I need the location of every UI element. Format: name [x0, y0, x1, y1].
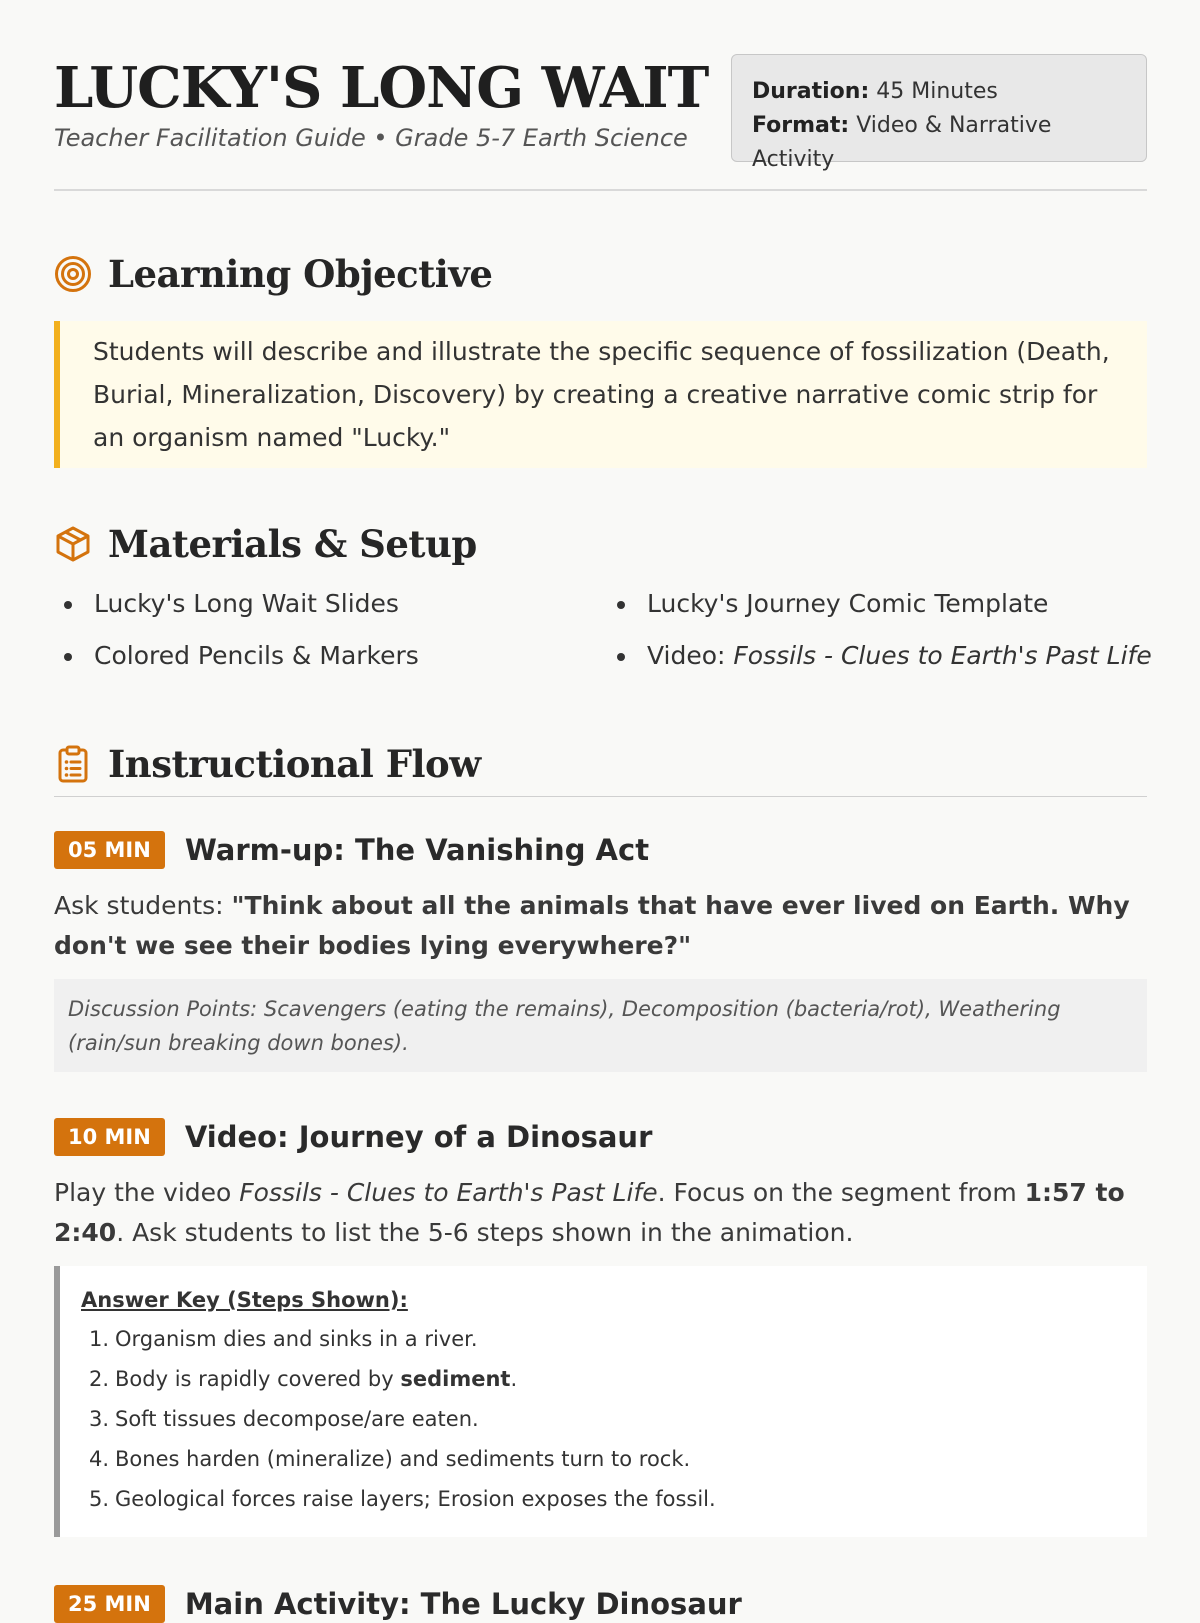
step-text: Soft tissues decompose/are eaten. — [115, 1407, 479, 1431]
step-text: . — [510, 1367, 518, 1391]
document-header — [54, 0, 1147, 191]
step-text: Geological forces raise layers; Erosion exposes the fossil. — [115, 1487, 716, 1511]
list-item — [607, 638, 1152, 674]
list-item: Lucky's Long Wait Slides — [54, 586, 607, 622]
format-label: Format: — [752, 113, 850, 138]
step-number: 3. — [89, 1407, 110, 1431]
answer-key-title: Answer Key (Steps Shown): — [81, 1288, 408, 1312]
warmup-prompt — [54, 886, 1147, 966]
warmup-title: Warm-up: The Vanishing Act — [184, 833, 650, 867]
warmup-duration-badge: 05 MIN — [54, 831, 165, 869]
duration-value: 45 Minutes — [876, 79, 998, 104]
video-instructions — [54, 1173, 1147, 1253]
main-activity-duration-badge: 25 MIN — [54, 1585, 165, 1623]
step-text: Body is rapidly covered by — [115, 1367, 401, 1391]
materials-list — [54, 586, 1152, 674]
target-icon — [54, 255, 92, 293]
step-keyword: sediment — [400, 1367, 511, 1391]
learning-objective-callout: Students will describe and illustrate the specific sequence of fossilization (Death, Burial, Mineralization, Discovery) by creating a creative narrative comic strip for an organism named "Lucky." — [54, 321, 1147, 468]
video-text-part: Play the video — [54, 1178, 240, 1207]
warmup-prompt-lead: Ask students: — [54, 891, 232, 920]
step-number: 2. — [89, 1367, 110, 1391]
list-item — [81, 1479, 1127, 1519]
document-subtitle: Teacher Facilitation Guide • Grade 5-7 Earth Science — [54, 124, 688, 152]
main-activity-step-header — [54, 1585, 742, 1623]
lesson-meta-box — [731, 54, 1147, 172]
warmup-prompt-quote: "Think about all the animals that have ever lived on Earth. Why don't we see their bodies lying everywhere?" — [54, 891, 1130, 960]
materials-heading-text: Materials & Setup — [108, 522, 477, 566]
warmup-step-header — [54, 831, 649, 869]
objective-heading — [54, 250, 492, 298]
main-activity-title: Main Activity: The Lucky Dinosaur — [184, 1587, 742, 1621]
flow-heading-text: Instructional Flow — [108, 742, 481, 786]
clipboard-icon — [54, 745, 92, 783]
flow-divider — [54, 796, 1147, 797]
page — [54, 0, 1152, 1621]
objective-heading-text: Learning Objective — [108, 252, 493, 296]
step-text: Bones harden (mineralize) and sediments turn to rock. — [115, 1447, 691, 1471]
step-number: 1. — [89, 1327, 110, 1351]
flow-heading — [54, 740, 481, 788]
list-item — [81, 1439, 1127, 1479]
video-title-inline: Fossils - Clues to Earth's Past Life — [239, 1178, 658, 1207]
answer-key-box — [54, 1266, 1147, 1537]
answer-key-steps — [81, 1319, 1127, 1519]
list-item — [81, 1399, 1127, 1439]
format-row — [752, 109, 1126, 177]
video-segment: 1:57 to 2:40 — [54, 1178, 1125, 1247]
video-step-title: Video: Journey of a Dinosaur — [184, 1120, 653, 1154]
materials-heading — [54, 520, 477, 568]
list-item: Lucky's Journey Comic Template — [607, 586, 1147, 622]
list-item — [81, 1359, 1127, 1399]
step-number: 5. — [89, 1487, 110, 1511]
format-value: Video & Narrative Activity — [752, 113, 1052, 172]
document-title: LUCKY'S LONG WAIT — [54, 55, 709, 121]
video-text-part: . Focus on the segment from — [657, 1178, 1025, 1207]
box-icon — [54, 525, 92, 563]
video-step-header — [54, 1118, 652, 1156]
duration-row — [752, 75, 1126, 109]
video-text-part: . Ask students to list the 5-6 steps shown in the animation. — [116, 1218, 854, 1247]
video-label: Video: — [647, 641, 734, 670]
duration-label: Duration: — [752, 79, 870, 104]
list-item: Colored Pencils & Markers — [54, 638, 607, 674]
video-title: Fossils - Clues to Earth's Past Life — [733, 641, 1152, 670]
step-number: 4. — [89, 1447, 110, 1471]
discussion-points-box: Discussion Points: Scavengers (eating the remains), Decomposition (bacteria/rot), Weathering (rain/sun breaking down bones). — [54, 979, 1147, 1072]
video-duration-badge: 10 MIN — [54, 1118, 165, 1156]
list-item — [81, 1319, 1127, 1359]
step-text: Organism dies and sinks in a river. — [115, 1327, 478, 1351]
